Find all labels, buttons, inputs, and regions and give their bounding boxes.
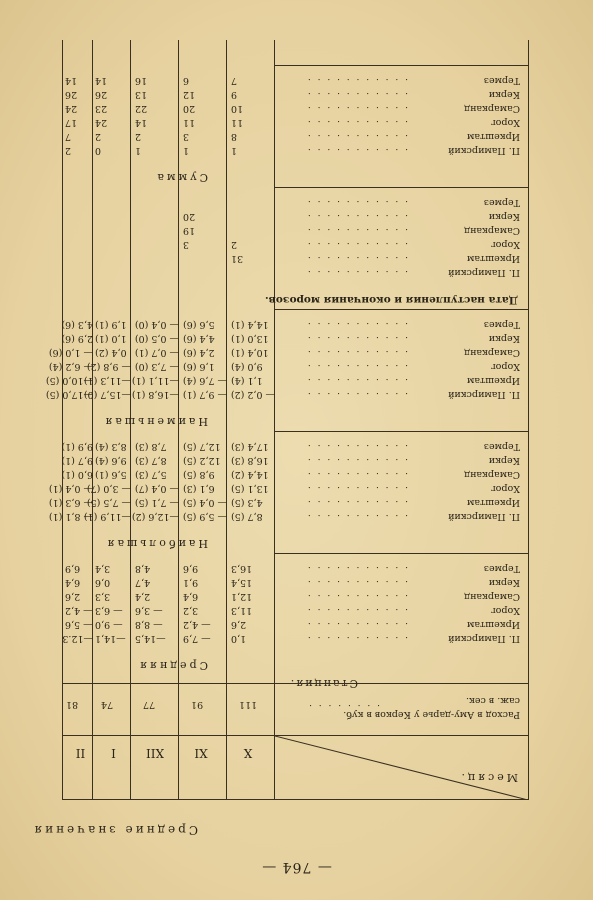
station-label: Иркештам — [466, 253, 520, 264]
month-header: I — [111, 746, 116, 760]
table-cell: 1 — [231, 145, 238, 156]
table-cell: — 0,7 (1) — [134, 347, 179, 358]
table-cell: 9,7 (1) — [61, 455, 93, 466]
discharge-value: 81 — [66, 699, 79, 710]
table-cell: 13,1 (5) — [231, 483, 269, 494]
table-cell: — 0,2 (2) — [230, 389, 275, 400]
table-cell: — 1,0 (6) — [48, 347, 93, 358]
table-cell: 9,6 — [183, 563, 199, 574]
station-label: Термез — [483, 441, 520, 452]
table-cell: 19 — [183, 225, 196, 236]
table-cell: — 3,6 — [135, 605, 163, 616]
table-cell: 3,2 — [183, 605, 199, 616]
table-cell: 26 — [95, 89, 108, 100]
table-cell: —14,1 — [95, 633, 126, 644]
block-rule — [275, 309, 528, 310]
table-cell: 3 — [183, 131, 190, 142]
block-title: Дата наступления и окончания морозов. — [264, 294, 518, 306]
table-cell: 8,7 (5) — [231, 511, 263, 522]
table-cell: 1,1 (4) — [231, 375, 263, 386]
table-cell: — 8,1 (1) — [48, 511, 93, 522]
table-cell: —17,0 (5) — [45, 389, 93, 400]
station-label: П. Памирский — [448, 267, 520, 278]
station-label: Термез — [483, 319, 520, 330]
block-rule — [275, 431, 528, 432]
table-cell: 9,8 (5) — [183, 469, 215, 480]
station-label: П. Памирский — [448, 389, 520, 400]
table-cell: 17,4 (3) — [231, 441, 269, 452]
month-header: XII — [145, 746, 165, 760]
station-label: Самарканд — [464, 347, 520, 358]
table-cell: 14 — [95, 75, 108, 86]
station-label: П. Памирский — [448, 511, 520, 522]
station-label: Хорог — [490, 117, 520, 128]
block-title: Наименьшая — [102, 415, 208, 428]
discharge-value: 74 — [101, 699, 114, 710]
station-label: П. Памирский — [448, 145, 520, 156]
table-cell: 20 — [183, 103, 196, 114]
table-cell: — 3,0 (7) — [86, 483, 131, 494]
table-cell: 10,4 (1) — [231, 347, 269, 358]
station-label: Самарканд — [464, 469, 520, 480]
table-cell: 1 — [183, 145, 190, 156]
discharge-value: 111 — [239, 699, 258, 710]
table-cell: — 7,1 (5) — [134, 497, 179, 508]
table-cell: — 9,7 (1) — [182, 389, 227, 400]
station-label: Керки — [488, 89, 520, 100]
table-cell: 2,6 — [65, 591, 81, 602]
table-cell: 2 — [231, 239, 238, 250]
table-cell: 9,9 (1) — [61, 441, 93, 452]
section-title: Средние значения — [31, 823, 198, 837]
table-cell: 12,1 — [231, 591, 253, 602]
table-cell: — 6,2 (4) — [48, 361, 93, 372]
station-label: П. Памирский — [448, 633, 520, 644]
table-cell: 0,6 — [95, 577, 111, 588]
discharge-value: 91 — [191, 699, 204, 710]
month-header: XI — [194, 746, 208, 760]
table-cell: 12,7 (5) — [183, 441, 221, 452]
table-cell: 14,4 (1) — [231, 319, 269, 330]
table-cell: 31 — [231, 253, 244, 264]
station-label: Хорог — [490, 605, 520, 616]
table-cell: 11 — [183, 117, 196, 128]
table-cell: 16,8 (3) — [231, 455, 269, 466]
table-cell: 13 — [135, 89, 148, 100]
table-cell: — 7,3 (0) — [134, 361, 179, 372]
table-cell: 14,4 (2) — [231, 469, 269, 480]
table-cell: 15,4 — [231, 577, 253, 588]
table-cell: —12.3 — [62, 633, 93, 644]
corner-station-label: Станция. — [288, 677, 358, 690]
table-cell: 6,0 (1) — [61, 469, 93, 480]
table-cell: 13,0 (1) — [231, 333, 269, 344]
table-cell: 0 — [95, 145, 102, 156]
table-cell: 9,6 (4) — [95, 455, 127, 466]
table-cell: 3,4 — [95, 563, 111, 574]
discharge-label: саж. в сек. — [465, 695, 520, 706]
table-cell: 2 — [95, 131, 102, 142]
table-cell: 4,8 — [135, 563, 151, 574]
table-cell: —10,0 (5) — [45, 375, 93, 386]
month-header: X — [243, 746, 253, 760]
table-cell: — 5,9 (5) — [182, 511, 227, 522]
table-cell: — 7,6 (4) — [182, 375, 227, 386]
block-rule — [275, 65, 528, 66]
station-label: Керки — [488, 577, 520, 588]
table-cell: —14,5 — [135, 633, 166, 644]
table-cell: —16,8 (1) — [131, 389, 179, 400]
table-cell: 2,4 (6) — [183, 347, 215, 358]
block-title: Средняя — [137, 659, 208, 672]
page-number: — 764 — — [261, 859, 332, 875]
table-cell: 4,3 (5) — [231, 497, 263, 508]
table-cell: 6 — [183, 75, 190, 86]
station-label: Иркештам — [466, 619, 520, 630]
table-cell: 9 — [231, 89, 238, 100]
table-cell: 5,6 (1) — [95, 469, 127, 480]
station-label: Керки — [488, 333, 520, 344]
table-cell: —11,3 (1) — [83, 375, 131, 386]
station-label: Хорог — [490, 239, 520, 250]
table-cell: 5,6 (6) — [183, 319, 215, 330]
table-cell: 8 — [231, 131, 238, 142]
station-label: Хорог — [490, 483, 520, 494]
table-cell: — 9,8 (2) — [86, 361, 131, 372]
table-cell: —12,6 (2) — [131, 511, 179, 522]
table-cell: 22 — [135, 103, 148, 114]
table-cell: — 0,4 (1) — [48, 483, 93, 494]
table-cell: —11,1 (1) — [131, 375, 179, 386]
table-cell: 6,9 — [65, 563, 81, 574]
table-cell: 7,8 (3) — [135, 441, 167, 452]
block-title: Сумма — [154, 171, 208, 184]
table-cell: —15,7 (0) — [83, 389, 131, 400]
table-cell: 9,1 — [183, 577, 199, 588]
table-cell: 2,9 (6) — [61, 333, 93, 344]
table-cell: 4,7 — [135, 577, 151, 588]
block-rule — [275, 553, 528, 554]
block-title: Наибольшая — [104, 537, 208, 550]
table-cell: — 0,4 (5) — [182, 497, 227, 508]
table-cell: 24 — [65, 103, 78, 114]
table-cell: 4,4 (6) — [183, 333, 215, 344]
table-cell: — 7,9 — [183, 633, 211, 644]
station-label: Самарканд — [464, 591, 520, 602]
table-cell: 17 — [65, 117, 78, 128]
table-cell: 1,9 (1) — [95, 319, 127, 330]
table-cell: 1,0 (1) — [95, 333, 127, 344]
station-label: Термез — [483, 563, 520, 574]
table-cell: 20 — [183, 211, 196, 222]
table-cell: — 0,4 (7) — [134, 483, 179, 494]
station-label: Термез — [483, 75, 520, 86]
table-cell: — 4,2 — [183, 619, 211, 630]
station-label: Иркештам — [466, 497, 520, 508]
data-table: Станция. Месяц. X XI XII I II Расход в Аму-дарье у Керков в куб. саж. в сек. 111 91 77 74 81 . . . . . . . . Средняя П. Памирский . . . . . . . . . . . 1,0 — 7,9 —14,5 —14,1 —12.3 Иркештам . . . . . . . . . . . 2,6 — 4,2 — 8,8 — 9,0 — 5,6 Хорог . . . . . . . . . . . 11,3 3,2 — 3,6 — 6,3 — 4,2 Самарканд . . . . . . . . . . . 12,1 6,4 2,4 3,3 2,6 Керки . . . . . . . . . . . 15,4 9,1 4,7 0,6 6,4 Термез . . . . . . . . . . . 16,3 9,6 4,8 3,4 6,9 Наибольшая П. Памирский . . . . . . . . . . . 8,7 (5) — 5,9 (5) —12,6 (2) —11,9 (1) — 8,1 (1) Иркештам . . . . . . . . . . . 4,3 (5) — 0,4 (5) — 7,1 (5) — 7,5 (5) — 6,3 (1) Хорог . . . . . . . . . . . 13,1 (5) 6,1 (3) — 0,4 (7) — 3,0 (7) — 0,4 (1) Самарканд . . . . . . . . . . . 14,4 (2) 9,8 (5) 5,7 (3) 5,6 (1) 6,0 (1) Керки . . . . . . . . . . . 16,8 (3) 12,2 (5) 8,7 (3) 9,6 (4) 9,7 (1) Термез . . . . . . . . . . . 17,4 (3) 12,7 (5) 7,8 (3) 8,3 (4) 9,9 (1) Наименьшая П. Памирский . . . . . . . . . . . — 0,2 (2) — 9,7 (1) —16,8 (1) —15,7 (0) —17,0 (5) Иркештам . . . . . . . . . . . 1,1 (4) — 7,6 (4) —11,1 (1) —11,3 (1) —10,0 (5) Хорог . . . . . . . . . . . 9,0 (4) 1,6 (6) — 7,3 (0) — 9,8 (2) — 6,2 (4) Самарканд . . . . . . . . . . . 10,4 (1) 2,4 (6) — 0,7 (1) 0,4 (2) — 1,0 (6) Керки . . . . . . . . . . . 13,0 (1) 4,4 (6) — 0,5 (0) 1,0 (1) 2,9 (6) Термез . . . . . . . . . . . 14,4 (1) 5,6 (6) — 0,4 (0) 1,9 (1) 4,3 (6) Дата наступления и окончания морозов. П. Памирский . . . . . . . . . . . Иркештам . . . . . . . . . . . 31 Хорог . . . . . . . . . . . 3 Самарканд . . . . . . . . . . . 19 Керки . . . . . . . . . . . 20 Термез . . . . . . . . . . . 2 Сумма П. Памирский . . . . . . . . . . . 1 1 1 0 2 Иркештам . . . . . . . . . . . 8 3 2 2 7 Хорог . . . . . . . . . . . 11 11 14 24 17 Самарканд . . . . . . . . . . . 10 20 22 23 24 Керки . . . . . . . . . . . 9 12 13 26 26 Термез . . . . . . . . . . . 7 6 16 14 14 — [62, 40, 529, 800]
table-cell: 23 — [95, 103, 108, 114]
table-cell: 0,4 (2) — [95, 347, 127, 358]
table-cell: — 9,0 — [95, 619, 123, 630]
table-cell: 6,4 — [65, 577, 81, 588]
table-cell: —11,9 (1) — [83, 511, 131, 522]
table-cell: — 0,4 (0) — [134, 319, 179, 330]
station-label: Хорог — [490, 361, 520, 372]
table-cell: — 6,3 (1) — [48, 497, 93, 508]
station-label: Термез — [483, 197, 520, 208]
table-cell: 4,3 (6) — [61, 319, 93, 330]
table-cell: 9,0 (4) — [231, 361, 263, 372]
table-cell: 1 — [135, 145, 142, 156]
table-cell: 5,7 (3) — [135, 469, 167, 480]
table-cell: 24 — [95, 117, 108, 128]
month-header: II — [75, 746, 86, 760]
table-cell: 2 — [65, 145, 72, 156]
table-cell: 8,3 (4) — [95, 441, 127, 452]
table-cell: 1,0 — [231, 633, 247, 644]
table-cell: 6,4 — [183, 591, 199, 602]
table-cell: 12,2 (5) — [183, 455, 221, 466]
table-cell: 26 — [65, 89, 78, 100]
station-label: Керки — [488, 211, 520, 222]
table-cell: 3 — [183, 239, 190, 250]
table-cell: 6,1 (3) — [183, 483, 215, 494]
table-cell: — 6,3 — [95, 605, 123, 616]
table-cell: — 8,8 — [135, 619, 163, 630]
station-label: Иркештам — [466, 131, 520, 142]
table-cell: 2,4 — [135, 591, 151, 602]
table-cell: 8,7 (3) — [135, 455, 167, 466]
table-cell: 7 — [65, 131, 72, 142]
station-label: Самарканд — [464, 225, 520, 236]
block-rule — [275, 187, 528, 188]
table-cell: 16,3 — [231, 563, 253, 574]
table-cell: 2,6 — [231, 619, 247, 630]
station-label: Иркештам — [466, 375, 520, 386]
corner-month-label: Месяц. — [458, 771, 518, 784]
table-cell: 14 — [65, 75, 78, 86]
station-label: Керки — [488, 455, 520, 466]
table-cell: — 0,5 (0) — [134, 333, 179, 344]
table-cell: 2 — [135, 131, 142, 142]
table-cell: — 5,6 — [65, 619, 93, 630]
discharge-label: Расход в Аму-дарье у Керков в куб. — [343, 709, 520, 720]
corner-diagonal — [275, 736, 528, 800]
table-cell: 14 — [135, 117, 148, 128]
table-cell: 1,6 (6) — [183, 361, 215, 372]
table-cell: — 7,5 (5) — [86, 497, 131, 508]
table-cell: 10 — [231, 103, 244, 114]
table-cell: 3,3 — [95, 591, 111, 602]
table-cell: 16 — [135, 75, 148, 86]
station-label: Самарканд — [464, 103, 520, 114]
table-cell: — 4,2 — [65, 605, 93, 616]
table-cell: 12 — [183, 89, 196, 100]
table-cell: 11,3 — [231, 605, 253, 616]
row-rule — [63, 683, 528, 684]
table-cell: 7 — [231, 75, 238, 86]
table-cell: 11 — [231, 117, 244, 128]
discharge-value: 77 — [143, 699, 156, 710]
